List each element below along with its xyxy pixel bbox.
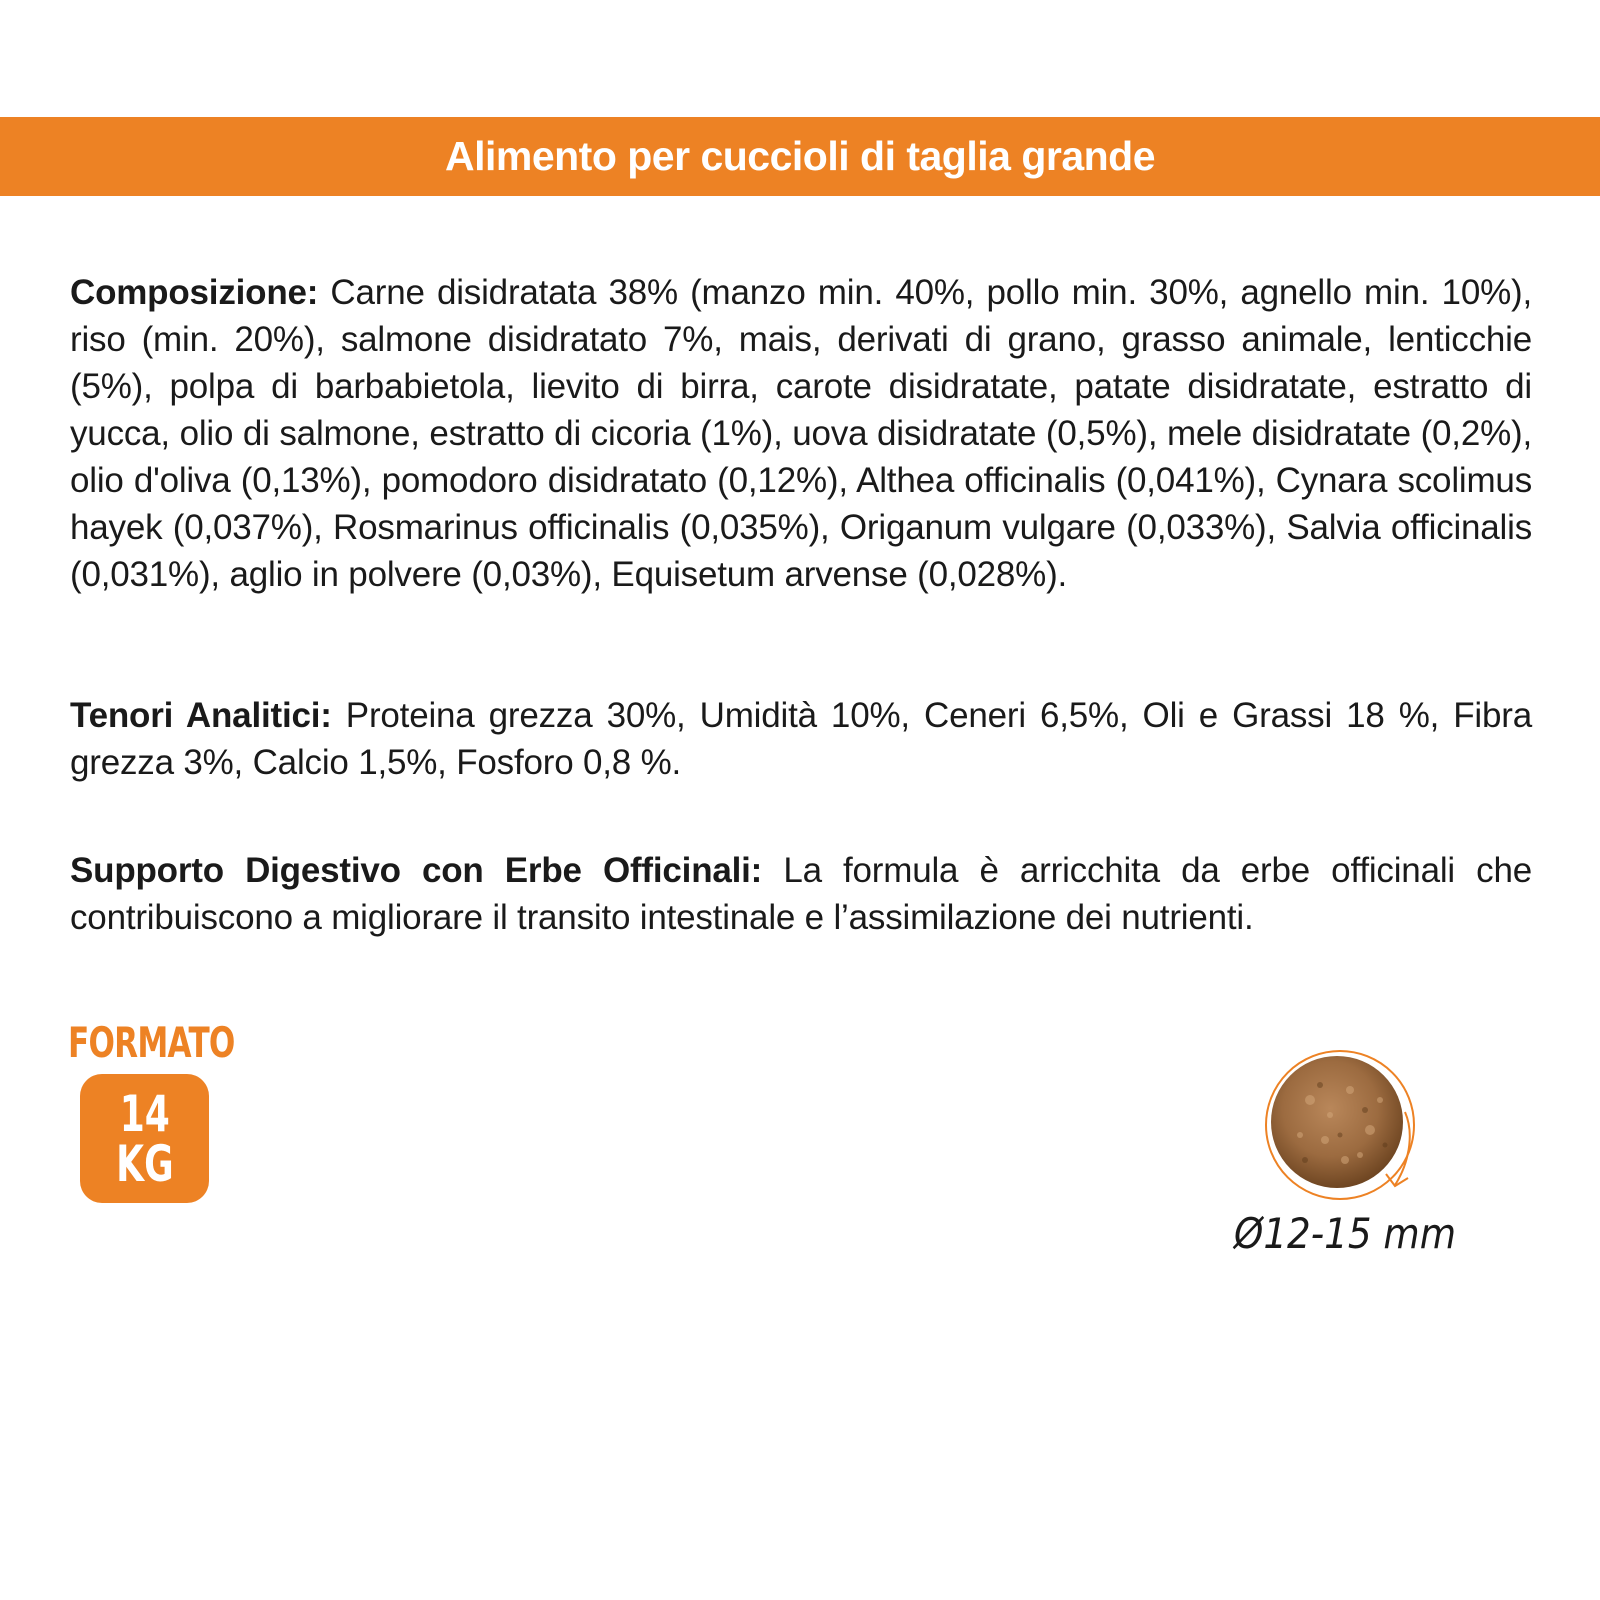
kibble-piece: [1271, 1056, 1403, 1188]
kibble-size-label: [1230, 1200, 1470, 1270]
analytical-paragraph: [70, 692, 1532, 786]
digestive-label: Supporto Digestivo con Erbe Officinali:: [70, 851, 763, 890]
format-label: FORMATO: [68, 1018, 235, 1067]
format-amount: 14: [119, 1084, 170, 1143]
digestive-text: La formula è arricchita da erbe officinali che contribuiscono a migliorare il transito intestinale e l’assimilazione dei nutrienti.: [70, 851, 1532, 937]
kibble-size-handwriting: [1230, 1200, 1470, 1270]
digestive-support-paragraph: [70, 847, 1532, 941]
composition-paragraph: [70, 269, 1532, 598]
format-unit: KG: [115, 1134, 174, 1193]
composition-text: Carne disidratata 38% (manzo min. 40%, pollo min. 30%, agnello min. 10%), riso (min. 20%), salmone disidratato 7%, mais, derivati di grano, grasso animale, lenticchie (5%), polpa di barbabietola, lievito di birra, carote disidratate, patate disidratate, estratto di yucca, olio di salmone, estratto di cicoria (1%), uova disidratate (0,5%), mele disidratate (0,2%), olio d'oliva (0,13%), pomodoro disidratato (0,12%), Althea officinalis (0,041%), Cynara scolimus hayek (0,037%), Rosmarinus officinalis (0,035%), Origanum vulgare (0,033%), Salvia officinalis (0,031%), aglio in polvere (0,03%), Equisetum arvense (0,028%).: [70, 273, 1532, 594]
composition-label: Composizione:: [70, 273, 319, 312]
header-banner: [0, 117, 1600, 196]
format-badge: [80, 1074, 209, 1203]
analytical-text: Proteina grezza 30%, Umidità 10%, Ceneri 6,5%, Oli e Grassi 18 %, Fibra grezza 3%, Calcio 1,5%, Fosforo 0,8 %.: [70, 696, 1532, 782]
analytical-label: Tenori Analitici:: [70, 696, 332, 735]
page-title: Alimento per cuccioli di taglia grande: [444, 133, 1156, 179]
svg-text:Ø12-15 mm: Ø12-15 mm: [1232, 1209, 1456, 1258]
